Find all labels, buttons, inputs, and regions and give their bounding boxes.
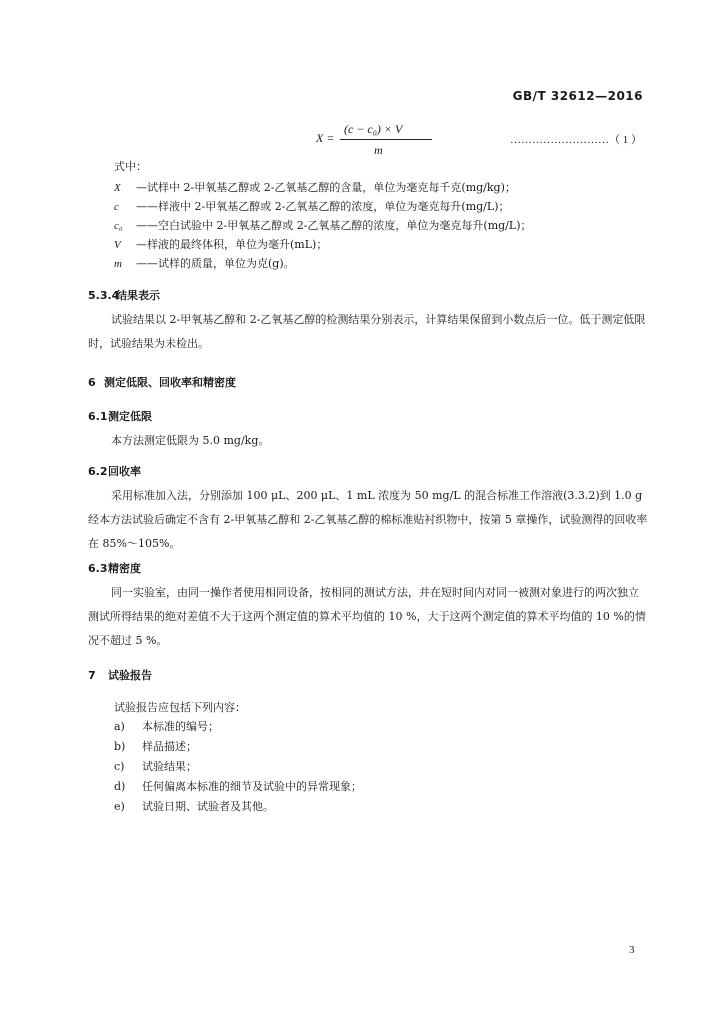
where-item (114, 257, 295, 271)
symbol: c₀ (114, 220, 123, 232)
symbol: V (114, 239, 121, 251)
list-item: b) 样品描述； (114, 740, 197, 753)
heading-6-2: 6.2回收率 (88, 465, 141, 478)
page-number: 3 (629, 944, 635, 956)
heading-6: 6 测定低限、回收率和精密度 (88, 376, 236, 389)
definition: ——试样的质量，单位为克(g)。 (136, 257, 295, 270)
heading-5-3-4: 5.3.4结果表示 (88, 289, 160, 302)
definition: ——样液中 2-甲氧基乙醇或 2-乙氧基乙醇的浓度，单位为毫克每升(mg/L)； (136, 200, 510, 213)
symbol: c (114, 201, 119, 213)
report-intro: 试验报告应包括下列内容： (114, 701, 246, 714)
definition: ——空白试验中 2-甲氧基乙醇或 2-乙氧基乙醇的浓度，单位为毫克每升(mg/L)； (136, 219, 532, 232)
formula-lhs: X = (316, 131, 335, 145)
where-item (114, 238, 327, 252)
heading-7: 7 试验报告 (88, 669, 152, 682)
symbol: m (114, 258, 122, 270)
list-item: a) 本标准的编号； (114, 720, 219, 733)
formula-numerator: (c − c₀) × V (344, 122, 403, 136)
heading-6-1: 6.1测定低限 (88, 410, 152, 423)
where-intro: 式中： (114, 160, 147, 173)
list-item: d) 任何偏离本标准的细节及试验中的异常现象； (114, 780, 362, 793)
where-item (114, 181, 516, 195)
symbol: X (114, 182, 121, 194)
paragraph-5-3-4: 试验结果以 2-甲氧基乙醇和 2-乙氧基乙醇的检测结果分别表示，计算结果保留到小数点后一位。低于测定低限时，试验结果为未检出。 (88, 313, 646, 350)
where-item (114, 200, 510, 214)
list-item: c) 试验结果； (114, 760, 197, 773)
paragraph-6-2: 采用标准加入法，分别添加 100 μL、200 μL、1 mL 浓度为 50 mg/L 的混合标准工作溶液(3.3.2)到 1.0 g 经本方法试验后确定不含有 2-甲氧基乙醇和 2-乙氧基乙醇的棉标准贴衬织物中，按第 5 章操作，试验测得的回收率在 85%～105%。 (88, 489, 648, 550)
formula-denominator: m (374, 143, 383, 157)
fraction-bar (340, 139, 432, 140)
paragraph-6-3: 同一实验室，由同一操作者使用相同设备，按相同的测试方法，并在短时间内对同一被测对象进行的两次独立测试所得结果的绝对差值不大于这两个测定值的算术平均值的 10 %，大于这两个测定值的算术平均值的 10 %的情况不超过 5 %。 (88, 586, 646, 647)
equation-number: ………………………（ 1 ） (510, 134, 642, 146)
standard-code: GB/T 32612—2016 (512, 89, 643, 103)
definition: —试样中 2-甲氧基乙醇或 2-乙氧基乙醇的含量，单位为毫克每千克(mg/kg)； (136, 181, 516, 194)
list-item: e) 试验日期、试验者及其他。 (114, 800, 274, 813)
definition: —样液的最终体积，单位为毫升(mL)； (136, 238, 328, 251)
paragraph-6-1: 本方法测定低限为 5.0 mg/kg。 (111, 434, 270, 447)
heading-6-3: 6.3精密度 (88, 562, 141, 575)
where-item (114, 219, 532, 233)
